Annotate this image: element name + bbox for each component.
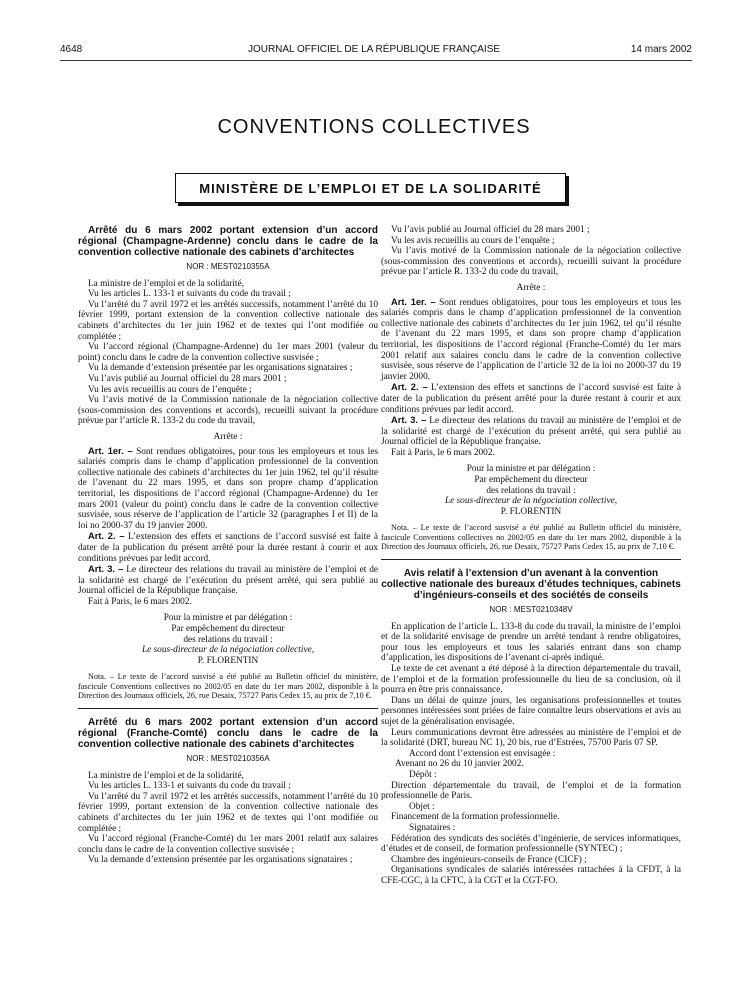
decree-1-nor: NOR : MEST0210355A xyxy=(186,261,270,271)
paragraph: En application de l’article L. 133-8 du code du travail, la ministre de l’emploi et de la solidarité envisage de prendre un arrêté tendant à rendre obligatoires, pour tous les employeurs et tous les salariés entrant dans son champ d’application, les dispositions de l’avenant ci-après indiqué. xyxy=(381,621,681,664)
article-label: Art. 3. – xyxy=(88,564,124,575)
article-2 xyxy=(78,531,378,564)
article-label: Art. 1er. – xyxy=(391,296,436,307)
label: Objet : xyxy=(409,801,435,812)
decree-1-title: Arrêté du 6 mars 2002 portant extension d’un accord régional (Champagne-Ardenne) conclu dans le cadre de la convention collective nationale des cabinets d’architectes xyxy=(78,225,378,259)
paragraph: Vu l’arrêté du 7 avril 1972 et les arrêtés successifs, notamment l’arrêté du 10 février 1999, portant extension de la convention collective nationale des cabinets d’architectes du 1er juin 1962 et de textes qui l’ont modifiée ou complétée ; xyxy=(78,791,378,834)
article-label: Art. 2. – xyxy=(391,382,428,393)
paragraph: Vu les articles L. 133-1 et suivants du code du travail ; xyxy=(88,289,291,300)
paragraph: Dans un délai de quinze jours, les organisations professionnelles et toutes personnes intéressées sont priées de faire connaître leurs observations et avis au sujet de la généralisation envisagée. xyxy=(381,695,681,728)
article-text: Le directeur des relations du travail au ministère de l’emploi et de la solidarité est chargé de l’exécution du présent arrêté, qui sera publié au Journal officiel de la République française. xyxy=(381,416,681,448)
paragraph: Financement de la formation professionnelle. xyxy=(391,812,560,823)
article-text: L’extension des effets et sanctions de l’accord susvisé est faite à dater de la publication du présent arrêté pour la durée restant à courir et aux conditions prévues par ledit accord. xyxy=(381,383,681,415)
paragraph: Vu l’avis publié au Journal officiel du 28 mars 2001 ; xyxy=(391,225,590,235)
arrete-heading: Arrête : xyxy=(516,282,546,293)
paragraph: Vu l’accord régional (Franche-Comté) du 1er mars 2001 relatif aux salaires conclu dans le cadre de la convention collective susvisée ; xyxy=(78,834,378,855)
paragraph: Le texte de cet avenant a été déposé à la direction départementale du travail, de l’emploi et de la formation professionnelle du lieu de sa conclusion, où il pourra en être pris connaissance. xyxy=(381,664,681,696)
decree-2-nor: NOR : MEST0210356A xyxy=(186,753,270,763)
article-label: Art. 3. – xyxy=(391,415,427,426)
paragraph: Vu l’avis publié au Journal officiel du 28 mars 2001 ; xyxy=(88,374,287,385)
article-2 xyxy=(381,382,681,415)
paragraph: Avenant no 26 du 10 janvier 2002. xyxy=(395,759,524,770)
paragraph: Chambre des ingénieurs-conseils de France (CICF) ; xyxy=(391,854,587,865)
label: Dépôt : xyxy=(409,769,437,780)
paragraph: Vu les avis recueillis au cours de l’enquête ; xyxy=(88,384,252,395)
paragraph: Vu l’avis motivé de la Commission nationale de la négociation collective (sous-commission des conventions et accords), recueilli suivant la procédure prévue par l’article R. 133-2 du code du travail, xyxy=(381,246,681,278)
article-label: Art. 1er. – xyxy=(88,445,133,456)
arrete-heading: Arrête : xyxy=(213,431,243,442)
article-3 xyxy=(381,415,681,448)
paragraph: Leurs communications devront être adressées au ministère de l’emploi et de la solidarité (DRT, bureau NC 1), 20 bis, rue d’Estrées, 75700 Paris 07 SP. xyxy=(381,727,681,749)
article-label: Art. 2. – xyxy=(88,531,125,542)
signature-line: des relations du travail : xyxy=(183,634,273,645)
paragraph: La ministre de l’emploi et de la solidarité, xyxy=(88,278,244,289)
section-title: CONVENTIONS COLLECTIVES xyxy=(217,116,531,138)
paragraph: Vu la demande d’extension présentée par les organisations signataires ; xyxy=(88,855,353,866)
signature-line: Par empêchement du directeur xyxy=(171,624,285,635)
paragraph: Accord dont l’extension est envisagée : xyxy=(409,748,556,759)
paragraph: Vu l’arrêté du 7 avril 1972 et les arrêtés successifs, notamment l’arrêté du 10 février 1999, portant extension de la convention collective nationale des cabinets d’architectes du 1er juin 1962 et de textes qui l’ont modifiée ou complétée ; xyxy=(78,299,378,342)
signature-line: Le sous-directeur de la négociation collective, xyxy=(141,645,315,656)
paragraph: Vu la demande d’extension présentée par les organisations signataires ; xyxy=(88,363,353,374)
divider xyxy=(381,559,681,560)
signatory-name: P. FLORENTIN xyxy=(197,655,259,666)
done-at: Fait à Paris, le 6 mars 2002. xyxy=(88,596,192,607)
paragraph: Organisations syndicales de salariés intéressées rattachées à la CFDT, à la CFE-CGC, à la CFTC, à la CGT et la CGT-FO. xyxy=(381,865,681,886)
page-number: 4648 xyxy=(60,44,83,55)
notice-nor: NOR : MEST0210348V xyxy=(489,604,573,614)
paragraph: Fédération des syndicats des sociétés d’ingénierie, de services informatiques, d’études et de conseil, de formation professionnelle (SYNTEC) ; xyxy=(381,833,681,855)
article-1 xyxy=(78,446,378,532)
ministry-box: MINISTÈRE DE L’EMPLOI ET DE LA SOLIDARITÉ xyxy=(175,173,566,203)
article-3 xyxy=(78,564,378,597)
paragraph: Vu l’accord régional (Champagne-Ardenne) du 1er mars 2001 (valeur du point) conclu dans le cadre de la convention collective susvisée ; xyxy=(78,342,378,363)
issue-date: 14 mars 2002 xyxy=(630,44,692,55)
paragraph: Direction départementale du travail, de l’emploi et de la formation professionnelle de Paris. xyxy=(381,780,681,802)
paragraph: Vu l’avis motivé de la Commission nationale de la négociation collective (sous-commission des conventions et accords), recueilli suivant la procédure prévue par l’article R. 133-2 du code du travail, xyxy=(78,395,378,427)
nota: Nota. – Le texte de l’accord susvisé a été publié au Bulletin officiel du ministère, fascicule Conventions collectives no 2002/05 en date du 1er mars 2002, disponible à la Direction des Journaux officiels, 26, rue Desaix, 75727 Paris Cedex 15, au prix de 7,10 €. xyxy=(381,523,681,551)
signature-line: Par empêchement du directeur xyxy=(474,475,588,486)
article-1 xyxy=(381,297,681,383)
divider xyxy=(78,708,378,709)
signature-line: Pour la ministre et par délégation : xyxy=(163,613,293,624)
right-column xyxy=(381,225,681,887)
article-text: L’extension des effets et sanctions de l’accord susvisé est faite à dater de la publication du présent arrêté pour la durée restant à courir et aux conditions prévues par ledit accord. xyxy=(78,532,378,564)
paragraph: Vu les avis recueillis au cours de l’enquête ; xyxy=(391,235,555,246)
label: Signataires : xyxy=(409,822,456,833)
signatory-name: P. FLORENTIN xyxy=(500,506,562,517)
notice-title: Avis relatif à l’extension d’un avenant à la convention collective nationale des bureaux d’études techniques, cabinets d’ingénieurs-conseils et des sociétés de conseils xyxy=(381,568,681,602)
signature-line: Pour la ministre et par délégation : xyxy=(466,464,596,475)
article-text: Sont rendues obligatoires, pour tous les employeurs et tous les salariés compris dans le champ d’application professionnel de la convention collective nationale des cabinets d’architectes du 1er juin 1962, tel qu’il résulte de l’avenant du 22 mars 1995, et dans son propre champ d’application territorial, les dispositions de l’accord régional (Franche-Comté) du 1er mars 2001 relatif aux salaires conclu dans le cadre de la convention collective susvisée, sous réserve de l’application de l’article 32 de la loi no 2000-37 du 19 janvier 2000. xyxy=(381,297,681,382)
left-column xyxy=(78,225,378,866)
nota: Nota. – Le texte de l’accord susvisé a été publié au Bulletin officiel du ministère, fascicule Conventions collectives no 2002/05 en date du 1er mars 2002, disponible à la Direction des Journaux officiels, 26, rue Desaix, 75727 Paris Cedex 15, au prix de 7,10 €. xyxy=(78,672,378,700)
article-text: Sont rendues obligatoires, pour tous les employeurs et tous les salariés compris dans le champ d’application professionnel de la convention collective nationale des cabinets d’architectes du 1er juin 1962, tel qu’il résulte de l’avenant du 22 mars 1995, et dans son propre champ d’application territorial, les dispositions de l’accord régional (Champagne-Ardenne) du 1er mars 2001 (valeur du point) conclu dans le cadre de la convention collective susvisée, sous réserve de l’application de l’article 32 (paragraphes I et II) de la loi no 2000-37 du 19 janvier 2000. xyxy=(78,446,378,531)
paragraph: Vu les articles L. 133-1 et suivants du code du travail ; xyxy=(88,781,291,792)
signature-line: des relations du travail : xyxy=(486,485,576,496)
decree-2-title: Arrêté du 6 mars 2002 portant extension d’un accord régional (Franche-Comté) conclu dans le cadre de la convention collective nationale des cabinets d’architectes xyxy=(78,717,378,751)
signature-line: Le sous-directeur de la négociation collective, xyxy=(444,496,618,507)
journal-title: JOURNAL OFFICIEL DE LA RÉPUBLIQUE FRANÇAISE xyxy=(247,44,501,55)
header-rule xyxy=(60,60,692,61)
paragraph: La ministre de l’emploi et de la solidarité, xyxy=(88,770,244,781)
done-at: Fait à Paris, le 6 mars 2002. xyxy=(391,447,495,458)
article-text: Le directeur des relations du travail au ministère de l’emploi et de la solidarité est chargé de l’exécution du présent arrêté, qui sera publié au Journal officiel de la République française. xyxy=(78,565,378,597)
